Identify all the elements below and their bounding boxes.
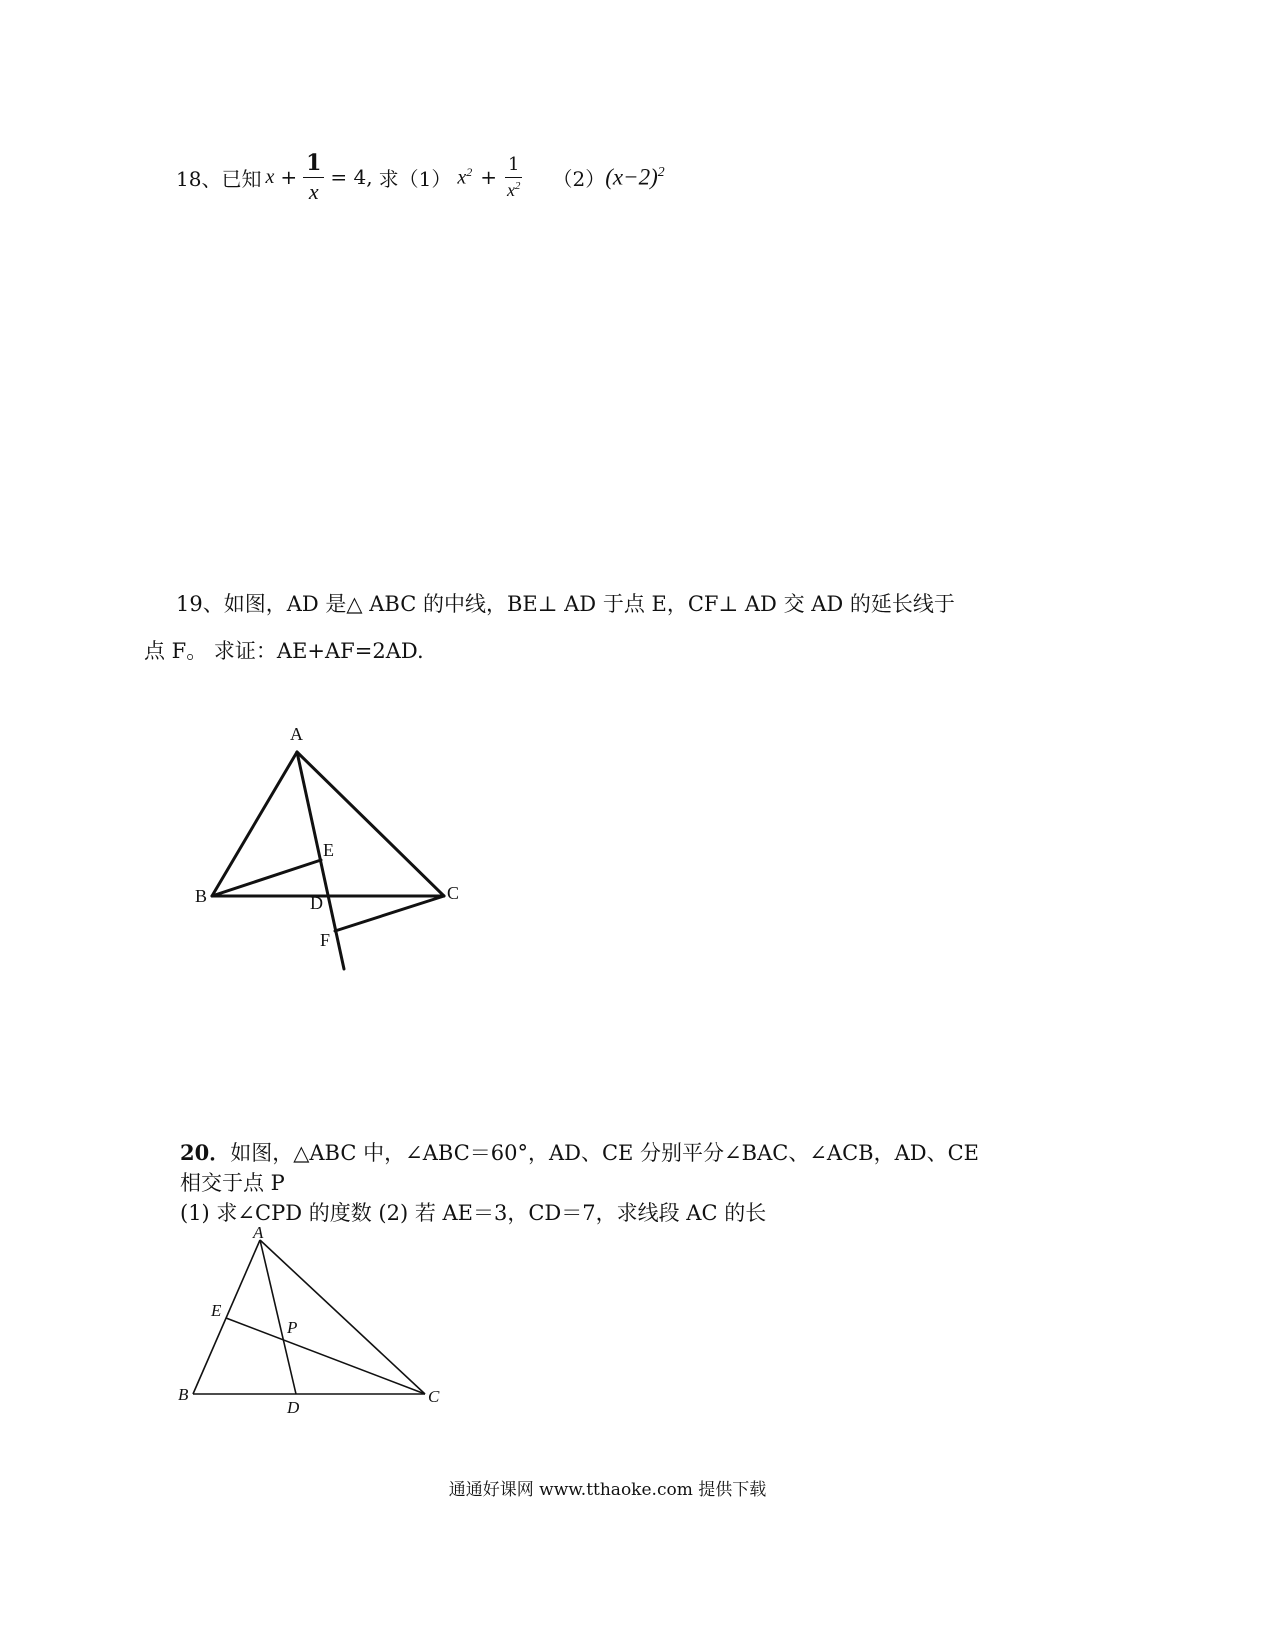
q18-part2-base: (x−2) (605, 164, 658, 190)
q20-segment-ab (193, 1240, 260, 1394)
q19-label-d: D (310, 893, 323, 913)
q20-label-e: E (211, 1301, 222, 1320)
q20-line-3: (1) 求∠CPD 的度数 (2) 若 AE＝3，CD＝7，求线段 AC 的长 (180, 1201, 767, 1225)
q18-fraction-2-den-exp: 2 (515, 179, 521, 192)
q18-x-squared-exp: 2 (466, 164, 473, 179)
q18-x-squared-base: x (457, 166, 467, 189)
q18-fraction-2-den-base: x (507, 179, 516, 200)
q20-line-1-text: 如图，△ABC 中，∠ABC＝60°，AD、CE 分别平分∠BAC、∠ACB，AD、CE (230, 1141, 979, 1165)
q18-part2: （2） (552, 166, 606, 191)
q18-fraction-denominator: x (308, 178, 319, 204)
q19-segment-ac (297, 752, 444, 896)
q20-label-b: B (178, 1385, 189, 1404)
q18-plus-2: + (480, 165, 498, 189)
question-18 (176, 142, 665, 212)
q18-x: x (265, 165, 275, 188)
q20-number: 20． (180, 1140, 231, 1165)
footer: 通通好课网 www.tthaoke.com 提供下载 (448, 1480, 767, 1500)
q19-label-b: B (195, 886, 208, 906)
q18-fraction-numerator: 1 (303, 152, 324, 178)
q19-segment-ab (212, 752, 297, 896)
q19-line-2: 点 F。 求证：AE+AF=2AD. (144, 639, 424, 663)
q20-label-a: A (253, 1223, 264, 1242)
q18-fraction-2-denominator (505, 178, 522, 199)
q18-x-squared (457, 165, 472, 190)
q19-label-a: A (290, 724, 303, 744)
q18-number: 18、 (176, 166, 222, 191)
q18-fraction-2 (505, 153, 522, 200)
q19-label-f: F (320, 930, 331, 950)
q18-ask: 求（1） (378, 166, 452, 191)
q18-fraction-2-numerator: 1 (505, 156, 522, 178)
q19-segment-cf (335, 896, 444, 931)
q18-fraction (303, 149, 324, 204)
q20-label-c: C (428, 1387, 440, 1406)
q18-equals: = 4, (330, 165, 373, 189)
q19-line-1: 19、如图，AD 是△ ABC 的中线，BE⊥ AD 于点 E，CF⊥ AD 交 AD 的延长线于 (176, 592, 955, 616)
q20-segment-ad (260, 1240, 296, 1394)
q18-part2-exp: 2 (657, 163, 665, 179)
q18-plus: + (280, 165, 298, 189)
q20-segment-ac (260, 1240, 425, 1394)
q18-given: 已知 (221, 166, 262, 191)
q18-part2-expression (605, 164, 664, 191)
q20-line-2: 相交于点 P (180, 1171, 285, 1195)
q20-segment-ce (226, 1318, 425, 1394)
q20-line-1 (180, 1137, 979, 1167)
q20-label-d: D (287, 1398, 300, 1417)
q19-label-c: C (447, 883, 460, 903)
q19-segment-be (212, 860, 321, 896)
q19-label-e: E (323, 840, 334, 860)
q19-segment-af-extended (297, 752, 344, 969)
q20-label-p: P (287, 1318, 298, 1337)
